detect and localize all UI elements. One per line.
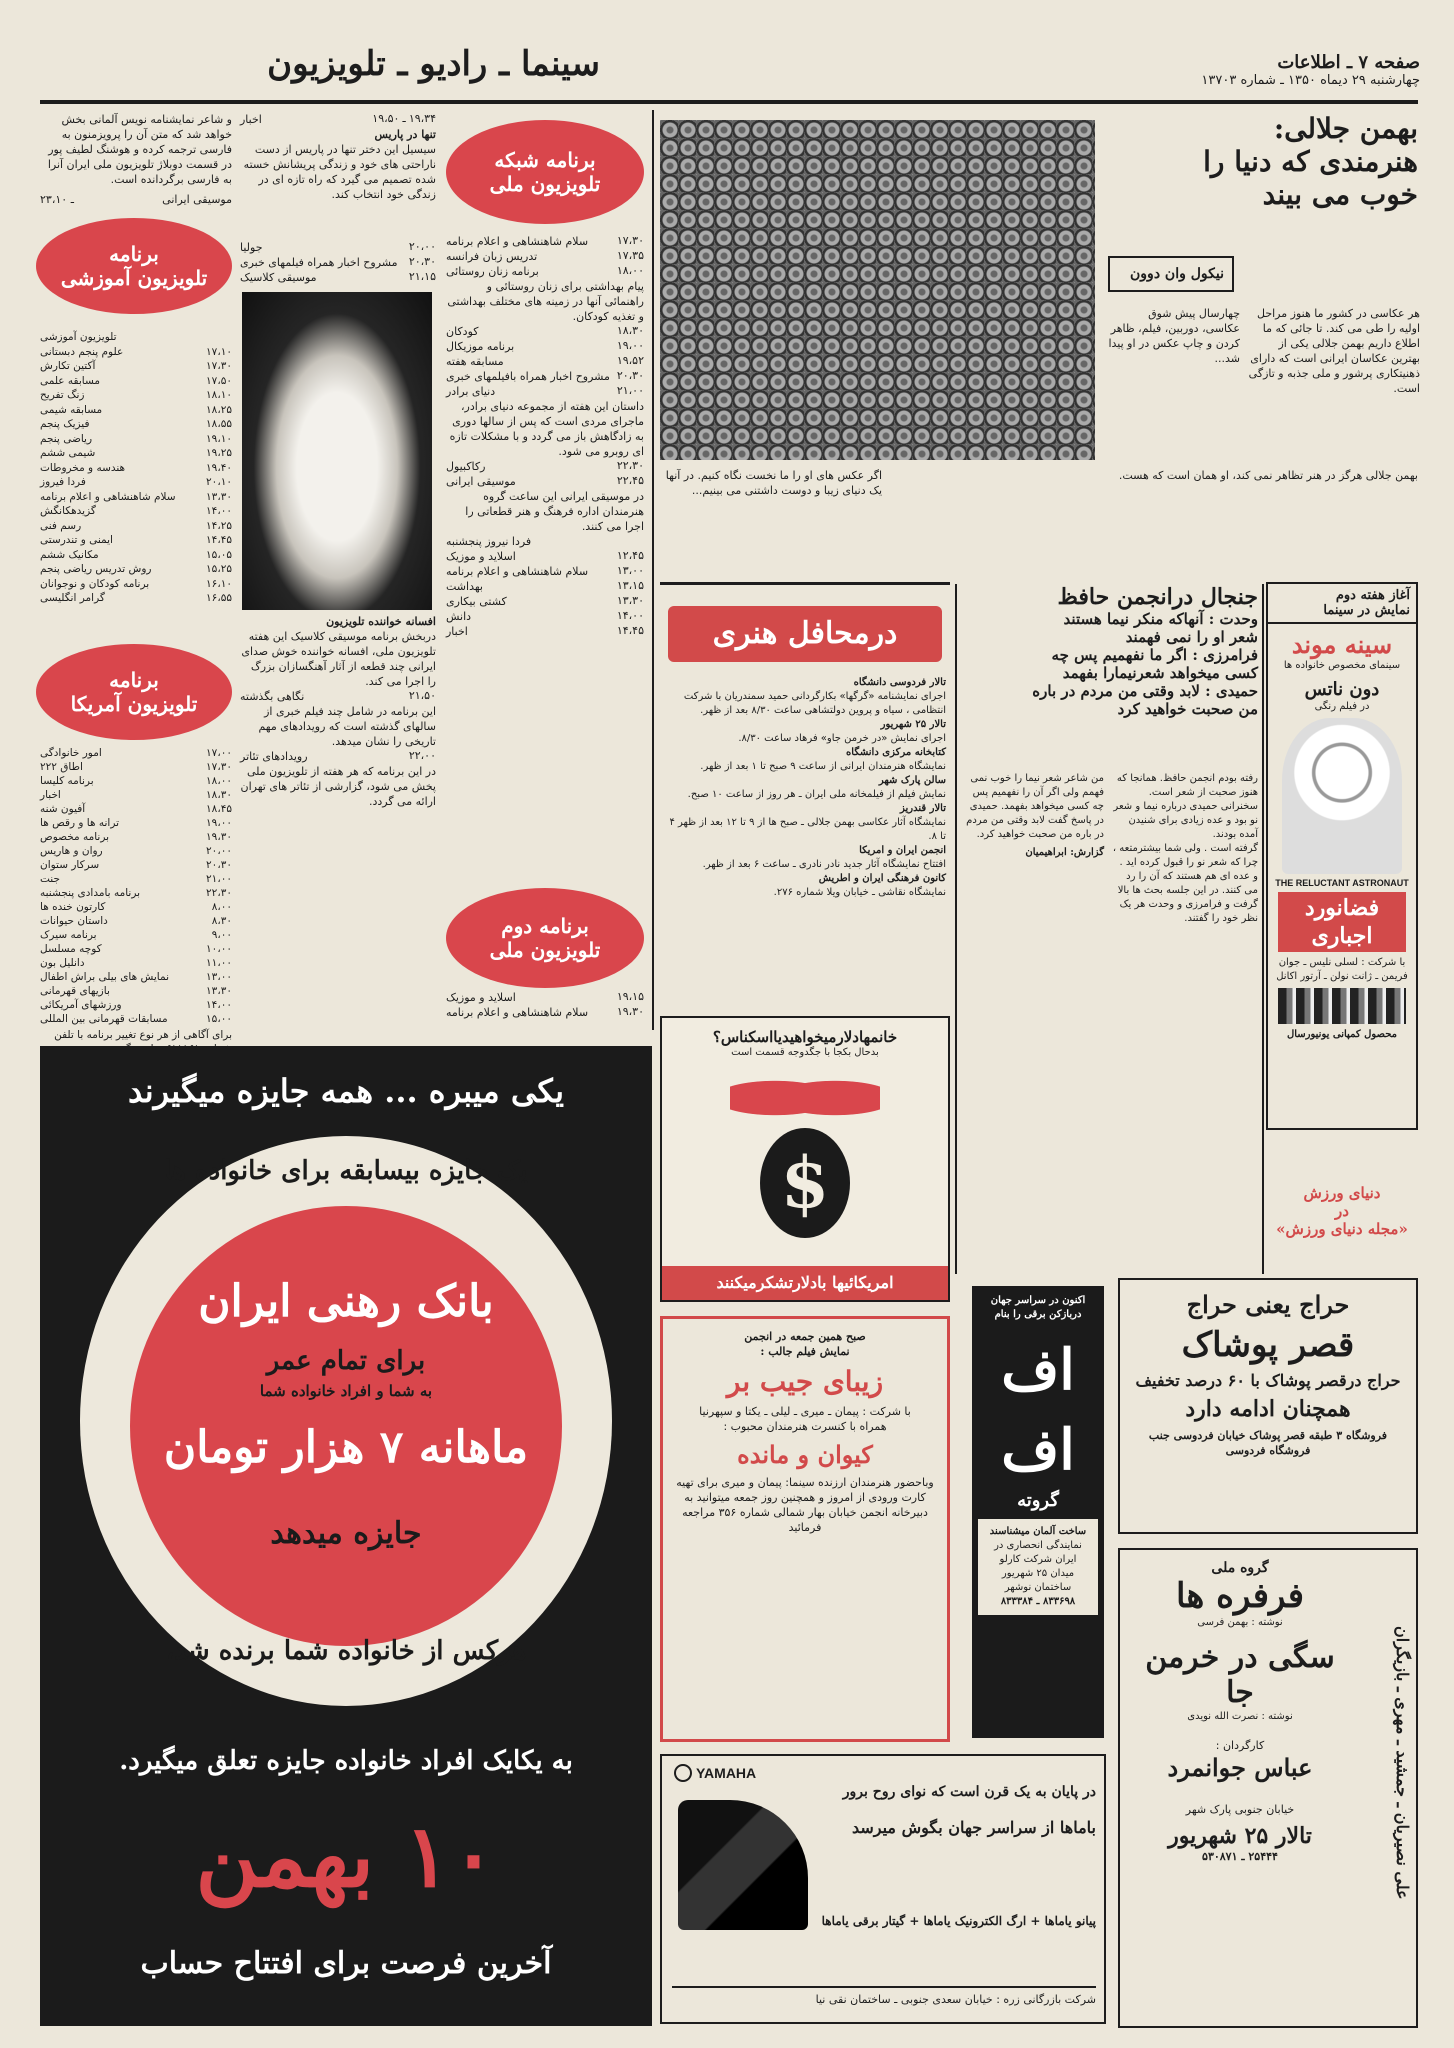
- feature-body-1: هر عکاسی در کشور ما هنوز مراحل اولیه را طی می کند. تا جائی که ما اطلاع داریم بهمن جلالی یکی از بهترین عکاسان ایرانی است که دارای ذهنیتکاری پرشور و ملی جذبه و تازگی است.: [1248, 307, 1420, 395]
- tv-us-title-1: برنامه: [109, 668, 159, 692]
- schedule-row: ۸،۳۰ داستان حیوانات: [40, 915, 232, 927]
- column-rule: [955, 584, 957, 1274]
- schedule-row: ۱۹،۰۰ ترانه ها و رقص ها: [40, 817, 232, 829]
- schedule-row: ۱۹،۱۵ اسلاید و موزیک: [446, 991, 644, 1004]
- yamaha-ad: [660, 1754, 1106, 2024]
- music-time: ۲۳،۱۰ ـ: [40, 193, 74, 206]
- theater-author-1: نوشته : بهمن فرسی: [1197, 1617, 1283, 1628]
- forum-sub-6: من صحبت خواهید کرد: [1117, 700, 1258, 718]
- schedule-row: ۱۹،۵۲ مسابقه هفته: [446, 355, 644, 368]
- cinema-sub: سینمای مخصوص خانواده ها: [1283, 660, 1401, 671]
- art-events-banner: درمحافل هنری: [668, 606, 942, 662]
- bank-arc-2: هرکس از خانواده شما برنده شد،: [165, 1636, 527, 1666]
- tv-us-note: برای آگاهی از هر نوع تغییر برنامه با تلفن: [54, 1029, 232, 1041]
- schedule-row: ۱۷،۳۰ اطاق ۲۲۲: [40, 761, 232, 773]
- yamaha-logo-icon: [674, 1764, 692, 1782]
- feature-body-4: بهمن جلالی هرگز در هنر تظاهر نمی کند، او همان است که هست.: [1118, 469, 1418, 482]
- schedule-row: فردا نیروز پنجشنبه: [446, 535, 532, 548]
- piano-illustration: [678, 1800, 808, 1930]
- theater-venue: تالار ۲۵ شهریور: [1168, 1823, 1312, 1849]
- schedule-row: ۱۹،۳۰ سلام شاهنشاهی و اعلام برنامه: [446, 1006, 644, 1019]
- bank-monthly: ماهانه ۷ هزار تومان: [163, 1422, 529, 1473]
- theater-group: گروه ملی: [1211, 1560, 1269, 1576]
- schedule-row: ۱۸،۳۰ کودکان: [446, 325, 644, 338]
- bank-for-family: به شما و افراد خانواده شما: [259, 1382, 433, 1400]
- schedule-row: ۱۷،۳۵ تدریس زبان فرانسه: [446, 250, 644, 263]
- sports-line-3: «مجله دنیای ورزش»: [1276, 1220, 1408, 1238]
- auction-deal: حراج درقصر پوشاک با ۶۰ درصد تخفیف: [1135, 1371, 1401, 1390]
- dollar-ad: [660, 1016, 950, 1302]
- schedule-row: ۲۰،۳۰ مشروح اخبار همراه فیلمهای خبری: [240, 256, 436, 269]
- forum-sub-1: وحدت : آنهاکه منکر نیما هستند: [1063, 610, 1258, 628]
- schedule-row: ۱۳،۳۰ کشتی بیکاری: [446, 595, 644, 608]
- schedule-row: ۲۰،۳۰ سرکار ستوان: [40, 859, 232, 871]
- schedule-row: ۱۹،۳۴ ـ ۱۹،۵۰ اخبار: [240, 113, 436, 126]
- forum-sub-3: فرامرزی : اگر ما نفهمیم پس چه: [1051, 646, 1258, 664]
- schedule-row: ۲۱،۵۰ نگاهی بگذشته: [240, 690, 436, 703]
- ribbon-bow-icon: [730, 1068, 880, 1128]
- schedule-row: ۱۴،۰۰ ورزشهای آمریکائی: [40, 999, 232, 1011]
- bank-gives: جایزه میدهد: [270, 1516, 422, 1551]
- column-rule: [1262, 584, 1264, 1274]
- auction-title: حراج یعنی حراج: [1186, 1290, 1350, 1319]
- tv-edu-schedule: [40, 330, 232, 630]
- schedule-row: ۹،۰۰ برنامه سیرک: [40, 929, 232, 941]
- film-show-top-2: نمایش فیلم جالب :: [760, 1345, 850, 1358]
- schedule-row: ۲۰،۰۰ جولیا: [240, 241, 436, 254]
- dollar-bottom: امریکائیها بادلارتشکرمیکنند: [662, 1266, 948, 1300]
- art-event: کتابخانه مرکزی دانشگاه نمایشگاه هنرمندان ایرانی از ساعت ۹ صبح تا ۱ بعد از ظهر.: [700, 747, 946, 772]
- tv-national-title-1: برنامه شبکه: [494, 148, 596, 172]
- tv-us-badge: [36, 644, 232, 740]
- music-label: موسیقی ایرانی: [162, 193, 232, 206]
- cinema-ad: [1266, 582, 1418, 1130]
- feature-headline-1: بهمن جلالی:: [1273, 112, 1418, 145]
- tv-national-desc: پیام بهداشتی برای زنان روستائی و راهنمائی آنها در زمینه های مختلف بهداشتی و تغذیه کودکان.: [447, 280, 644, 323]
- schedule-row: ۲۲،۰۰ رویدادهای تئاتر: [240, 750, 436, 763]
- film-show-top-1: صبح همین جمعه در انجمن: [744, 1330, 866, 1343]
- ff-agent: نمایندگی انحصاری در ایران شرکت کارلو: [994, 1540, 1082, 1565]
- column-rule: [652, 110, 654, 1030]
- schedule-row: ۱۴،۴۵ اخبار: [446, 625, 644, 638]
- masthead-info: [1000, 52, 1420, 102]
- dollar-sign-icon: $: [760, 1128, 850, 1238]
- schedule-row: ۱۴،۰۰ دانش: [446, 610, 644, 623]
- theater-director-label: کارگردان :: [1215, 1739, 1265, 1752]
- schedule-row: ۱۳،۳۰ سلام شاهنشاهی و اعلام برنامه: [40, 490, 232, 503]
- theater-phones: ۲۵۴۴۴ ـ ۵۳۰۸۷۱: [1202, 1850, 1278, 1863]
- film-show-detail: وباحضور هنرمندان ارزنده سینما: پیمان و میری برای تهیه کارت ورودی از امروز و همچنین روز جمعه میتوانید به دبیرخانه انجمن خیابان بهار شمالی شماره ۳۵۶ مراجعه فرمائید: [676, 1476, 934, 1534]
- mid-row1-title: تنها در پاریس: [374, 128, 436, 141]
- tv-edu-title-2: تلویزیون آموزشی: [60, 266, 208, 290]
- schedule-row: ۱۳،۳۰ بازیهای قهرمانی: [40, 985, 232, 997]
- left-intro: و شاعر نمایشنامه نویس آلمانی بخش خواهد شد که متن آن را پرویزمنون به فارسی ترجمه کرده و هوشنگ لطیف پور در قسمت دوبلاژ تلویزیون ملی ایران آنرا به فارسی برگردانده است.: [47, 113, 232, 186]
- art-events-list: [664, 676, 946, 1036]
- yamaha-line-3: پیانو یاماها + ارگ الکترونیک یاماها + گیتار برقی یاماها: [821, 1914, 1096, 1928]
- yamaha-brand: YAMAHA: [674, 1764, 756, 1782]
- theater-address: خیابان جنوبی پارک شهر: [1185, 1803, 1295, 1816]
- theater-main: [1128, 1560, 1352, 2020]
- bank-name: بانک رهنی ایران: [198, 1276, 494, 1327]
- astronaut-illustration: [1282, 718, 1402, 874]
- yamaha-line-2: باماها از سراسر جهان بگوش میرسد: [851, 1818, 1096, 1837]
- forum-body-left: [958, 772, 1104, 1112]
- schedule-row: ۱۳،۰۰ نمایش های بیلی براش اطفال: [40, 971, 232, 983]
- tv-edu-title-1: برنامه: [109, 242, 159, 266]
- star-sub: در فیلم رنگی: [1314, 701, 1370, 712]
- tv-national2-schedule: [446, 990, 644, 1040]
- schedule-row: ۱۶،۱۰ برنامه کودکان و نوجوانان: [40, 577, 232, 590]
- auction-cont: همچنان ادامه دارد: [1185, 1396, 1351, 1422]
- film-show-with: همراه با کنسرت هنرمندان محبوب :: [723, 1420, 887, 1433]
- auction-addr: فروشگاه ۳ طبقه قصر پوشاک خیابان فردوسی جنب فروشگاه فردوسی: [1148, 1429, 1388, 1457]
- schedule-row: ۱۷،۰۰ امور خانوادگی: [40, 747, 232, 759]
- schedule-row: ۲۲،۴۵ موسیقی ایرانی: [446, 475, 644, 488]
- ff-phones: ۸۳۳۶۹۸ ـ ۸۳۳۳۸۴: [1000, 1596, 1076, 1607]
- schedule-row: ۱۳،۰۰ سلام شاهنشاهی و اعلام برنامه: [446, 565, 644, 578]
- tv-edu-badge: [36, 218, 232, 314]
- mid-col-bottom: [240, 614, 436, 970]
- tv-national2-title-1: برنامه دوم: [501, 914, 589, 938]
- schedule-row: ۱۸،۲۵ مسابقه شیمی: [40, 403, 232, 416]
- singer-portrait: [242, 292, 432, 610]
- tv-national-title-2: تلویزیون ملی: [489, 172, 601, 196]
- film-title-1: فضانورد: [1304, 895, 1380, 921]
- forum-headline: جنجال درانجمن حافظ: [1057, 584, 1258, 610]
- theater-play-2: سگی در خرمن جا: [1145, 1640, 1335, 1710]
- schedule-row: ۲۲،۳۰ برنامه بامدادی پنجشنبه: [40, 887, 232, 899]
- tv-national-desc-2: داستان این هفته از مجموعه دنیای برادر، ماجرای مردی است که پس از سالها دوری به زادگاهش باز می گردد و با مشکلات تازه ای روبرو می شود.: [449, 400, 644, 458]
- tv-us-schedule: [40, 746, 232, 1042]
- bank-for-life: برای تمام عمر: [266, 1346, 426, 1376]
- art-event: تالار فردوسی دانشگاه اجرای نمایشنامه «گرگها» بکارگردانی حمید سمندریان با شرکت انتظامی ، سیاه و پروین دولتشاهی ساعت ۸/۳۰ بعد از ظهر.: [683, 677, 946, 716]
- film-title-2: اجباری: [1311, 923, 1373, 949]
- cast-photos: [1278, 988, 1406, 1024]
- schedule-row: ۲۲،۳۰ رکاکبیول: [446, 460, 644, 473]
- bank-line-award: به یکایک افراد خانواده جایزه تعلق میگیرد.: [119, 1746, 573, 1776]
- mid-r7-body: در این برنامه که هر هفته از تلویزیون ملی پخش می شود، گزارشی از تئاتر های تهران ارائه می گردد.: [240, 765, 436, 808]
- star-name: دون ناتس: [1304, 679, 1380, 700]
- caption-title: افسانه خواننده تلویزیون: [326, 615, 436, 628]
- schedule-row: ۲۰،۰۰ روان و هاریس: [40, 845, 232, 857]
- film-english-title: THE RELUCTANT ASTRONAUT: [1275, 878, 1409, 888]
- caption-body: دربخش برنامه موسیقی کلاسیک این هفته تلویزیون ملی، افسانه خواننده خوش صدای ایرانی چند قطعه از آثار آهنگسازان بزرگ را اجرا می کند.: [241, 630, 436, 688]
- film-show-cast: با شرکت : پیمان ـ میری ـ لیلی ـ یکتا و سپهرنیا: [699, 1405, 911, 1418]
- art-event: تالار ۲۵ شهریور اجرای نمایش «در خرمن جاو» فرهاد ساعت ۸/۳۰.: [738, 719, 946, 744]
- masthead-rule: [40, 100, 1418, 104]
- cinema-header-2: نمایش در سینما: [1268, 603, 1416, 624]
- page-label: صفحه ۷ ـ اطلاعات: [1277, 52, 1420, 73]
- bank-arc: یک جایزه بیسابقه برای خانواده ها: [164, 1156, 528, 1186]
- ff-address: میدان ۲۵ شهریور ساختمان نوشهر: [1001, 1568, 1075, 1593]
- art-event: کانون فرهنگی ایران و اطریش نمایشگاه نقاشی ـ خیابان ویلا شماره ۲۷۶.: [773, 873, 946, 898]
- ff-ad: [972, 1286, 1104, 1738]
- sports-line-1: دنیای ورزش: [1303, 1184, 1381, 1202]
- forum-article: [958, 584, 1258, 764]
- theater-play-1: فرفره ها: [1176, 1576, 1304, 1616]
- cinema-name: سینه موند: [1291, 630, 1393, 659]
- schedule-row: ۱۴،۰۰ گزیدهکانگش: [40, 505, 232, 517]
- art-events-top-rule: [660, 582, 950, 585]
- crowd-photo: [660, 120, 1095, 460]
- film-show-ad: [660, 1316, 950, 1742]
- dollar-arc-2: بدحال بکجا با جگدوجه قسمت است: [731, 1047, 879, 1058]
- tv-national-schedule: [446, 234, 644, 884]
- schedule-row: ۱۹،۱۰ ریاضی پنجم: [40, 432, 232, 445]
- film-show-concert: کیوان و مانده: [737, 1440, 873, 1469]
- film-studio: محصول کمپانی یونیورسال: [1286, 1029, 1398, 1040]
- bank-top: یکی میبره ... همه جایزه میگیرند: [127, 1072, 565, 1110]
- forum-body-2: گرفته است . ولی شما بیشترمتعه ، چرا که شعر نو را قبول کرده اید . و عده ای هم هستند که آن را رد می کنند. در این جلسه بحث ها بالا گرفت و فرامرزی و وحدت هر یک نظر خود را گفتند.: [1112, 843, 1258, 924]
- schedule-row: ۱۵،۲۵ روش تدریس ریاضی پنجم: [40, 563, 232, 575]
- schedule-row: ۱۴،۴۵ ایمنی و تندرستی: [40, 534, 232, 546]
- schedule-row: ۱۷،۳۰ آکتین تکارش: [40, 360, 232, 372]
- forum-body-1: رفته بودم انجمن حافظ. همانجا که هنوز صحبت از شعر است. سخنرانی حمیدی درباره نیما و شعر نو بود و عده زیادی برای شنیدن آمده بودند.: [1113, 773, 1258, 840]
- schedule-row: ۸،۰۰ کارتون خنده ها: [40, 901, 232, 913]
- film-show-title: زیبای جیب بر: [726, 1365, 884, 1398]
- schedule-row: ۱۸،۰۰ برنامه زنان روستائی: [446, 265, 644, 278]
- forum-sub-2: شعر او را نمی فهمند: [1125, 628, 1258, 646]
- schedule-row: ۱۵،۰۵ مکانیک ششم: [40, 548, 232, 561]
- yamaha-footer: شرکت بازرگانی زره : خیابان سعدی جنوبی ـ ساختمان نقی نیا: [672, 1986, 1096, 2007]
- tv-national2-title-2: تلویزیون ملی: [489, 938, 601, 962]
- dollar-arc-1: خانمهادلارمیخواهیدیااسکناس؟: [712, 1028, 898, 1046]
- schedule-row: ۱۸،۰۰ برنامه کلیسا: [40, 775, 232, 787]
- sports-promo: [1266, 1184, 1418, 1264]
- ff-logo: اف اف: [1001, 1337, 1075, 1483]
- schedule-row: ۱۸،۳۰ اخبار: [40, 789, 232, 801]
- theater-director: عباس جوانمرد: [1167, 1753, 1313, 1782]
- feature-body-3: اگر عکس های او را ما نخست نگاه کنیم. در آنها یک دنیای زیبا و دوست داشتنی می بینیم...: [665, 469, 882, 497]
- forum-body-right: [1112, 772, 1258, 1112]
- schedule-row: ۲۱،۱۵ موسیقی کلاسیک: [240, 271, 436, 284]
- schedule-row: ۱۷،۳۰ سلام شاهنشاهی و اعلام برنامه: [446, 235, 644, 248]
- forum-sub-5: حمیدی : لابد وقتی من مردم در باره: [1032, 682, 1258, 700]
- schedule-row: ۲۱،۰۰ دنیای برادر: [446, 385, 644, 398]
- tv-us-title-2: تلویزیون آمریکا: [70, 692, 198, 716]
- mid-col-rows: [240, 240, 436, 290]
- film-persian-title: [1278, 892, 1406, 952]
- schedule-row: ۲۰،۱۰ فردا فیروز: [40, 476, 232, 488]
- auction-ad: [1118, 1278, 1418, 1534]
- schedule-row: ۱۸،۵۵ فیزیک پنجم: [40, 418, 232, 430]
- schedule-row: ۱۹،۰۰ برنامه موزیکال: [446, 340, 644, 353]
- schedule-row: ۱۱،۰۰ دانلیل بون: [40, 957, 232, 969]
- theater-cast-vertical: علی نصیریان ـ جمشید ـ مهری ـ بازیگران: [1393, 1626, 1412, 1900]
- ff-made: ساخت آلمان میشناسند: [989, 1526, 1087, 1537]
- bank-ad: [40, 1046, 652, 2026]
- bank-last: آخرین فرصت برای افتتاح حساب: [140, 1946, 552, 1981]
- mid-synopsis: سیسیل این دختر تنها در پاریس از دست ناراحتی های خود و زندگی پریشانش خسته شده تصمیم می گیرد که راه تازه ای در زندگی خود انتخاب کند.: [243, 143, 436, 201]
- section-title: سینما ـ رادیو ـ تلویزیون: [267, 44, 600, 84]
- feature-headline-3: خوب می بیند: [1262, 178, 1418, 211]
- schedule-row: ۱۹،۲۵ شیمی ششم: [40, 447, 232, 459]
- cinema-header-1: آغاز هفته دوم: [1335, 588, 1410, 603]
- ff-header: اکنون در سراسر جهان دربازکن برقی را بنام: [990, 1295, 1086, 1320]
- auction-store: قصر پوشاک: [1181, 1325, 1355, 1365]
- music-row: [40, 192, 232, 208]
- schedule-row: ۲۱،۰۰ جنت: [40, 873, 232, 885]
- ff-info: [978, 1519, 1098, 1615]
- art-event: تالار قندریز نمایشگاه آثار عکاسی بهمن جلالی ـ صبح ها از ۹ تا ۱۲ بعد از ظهر ۴ تا ۸.: [669, 803, 946, 842]
- feature-byline: نیکول وان دوون: [1108, 256, 1234, 292]
- tv-national-desc-3: در موسیقی ایرانی این ساعت گروه هنرمندان اداره فرهنگ و هنر قطعاتی را اجرا می کنند.: [465, 490, 644, 533]
- schedule-row: ۱۸،۴۵ آفیون شنه: [40, 803, 232, 815]
- date-line: چهارشنبه ۲۹ دیماه ۱۳۵۰ ـ شماره ۱۳۷۰۳: [1201, 73, 1420, 88]
- schedule-row: ۱۸،۱۰ زنگ تفریح: [40, 389, 232, 401]
- tv-national-badge: [446, 120, 644, 224]
- tv-national2-badge: [446, 888, 644, 988]
- art-event: انجمن ایران و امریکا افتتاح نمایشگاه آثار جدید نادر نادری ـ ساعت ۶ بعد از ظهر.: [702, 845, 946, 870]
- schedule-row: ۲۰،۳۰ مشروح اخبار همراه بافیلمهای خبری: [446, 370, 644, 383]
- schedule-row: ۱۷،۱۰ علوم پنجم دبستانی: [40, 345, 232, 358]
- schedule-row: ۱۵،۰۰ مسابقات قهرمانی بین المللی: [40, 1013, 232, 1025]
- art-event: سالن پارک شهر نمایش فیلم از فیلمخانه ملی ایران ـ هر روز از ساعت ۱۰ صبح.: [687, 775, 946, 800]
- bank-date: ۱۰ بهمن: [195, 1806, 497, 1907]
- schedule-row: ۱۲،۴۵ اسلاید و موزیک: [446, 550, 644, 563]
- forum-body-3: من شاعر شعر نیما را خوب نمی فهمم ولی اگر آن را نفهمیم پس چه کسی میخواهد بفهمد. حمیدی در پاسخ گفت لابد وقتی من مردم در باره من صحبت خواهید کرد.: [966, 773, 1104, 840]
- schedule-row: ۱۴،۲۵ رسم فنی: [40, 519, 232, 532]
- yamaha-line-1: در پایان به یک قرن است که نوای روح برور: [842, 1784, 1096, 1800]
- schedule-row: ۱۷،۵۰ مسابقه علمی: [40, 374, 232, 387]
- theater-author-2: نوشته : نصرت الله نویدی: [1187, 1711, 1293, 1722]
- feature-headline-2: هنرمندی که دنیا را: [1203, 145, 1418, 178]
- theater-ad: [1118, 1548, 1418, 2028]
- schedule-row: ۱۳،۱۵ بهداشت: [446, 580, 644, 593]
- ff-group: گروته: [1017, 1490, 1059, 1511]
- film-cast: با شرکت : لسلی نلیس ـ جوان فریمن ـ ژانت نولن ـ آرتور اکانل: [1276, 957, 1408, 982]
- schedule-row: ۱۹،۴۰ هندسه و مخروطات: [40, 461, 232, 474]
- feature-body-2: چهارسال پیش شوق عکاسی، دوربین، فیلم، ظاهر کردن و چاپ عکس در او پیدا شد...: [1108, 307, 1240, 365]
- schedule-row: تلویزیون آموزشی: [40, 331, 117, 343]
- forum-reporter: گزارش: ابراهیمیان: [1025, 847, 1104, 858]
- schedule-row: ۱۶،۵۵ گرامر انگلیسی: [40, 592, 232, 604]
- schedule-row: ۱۰،۰۰ کوچه مسلسل: [40, 943, 232, 955]
- forum-sub-4: کسی میخواهد شعرنیمارا بفهمد: [1062, 664, 1258, 682]
- mid-r6-body: این برنامه در شامل چند فیلم خبری از سالهای گذشته است که رویدادهای مهم تاریخی را نشان میدهد.: [258, 705, 436, 748]
- sports-line-2: در: [1335, 1202, 1349, 1220]
- schedule-row: ۱۹،۳۰ برنامه مخصوص: [40, 831, 232, 843]
